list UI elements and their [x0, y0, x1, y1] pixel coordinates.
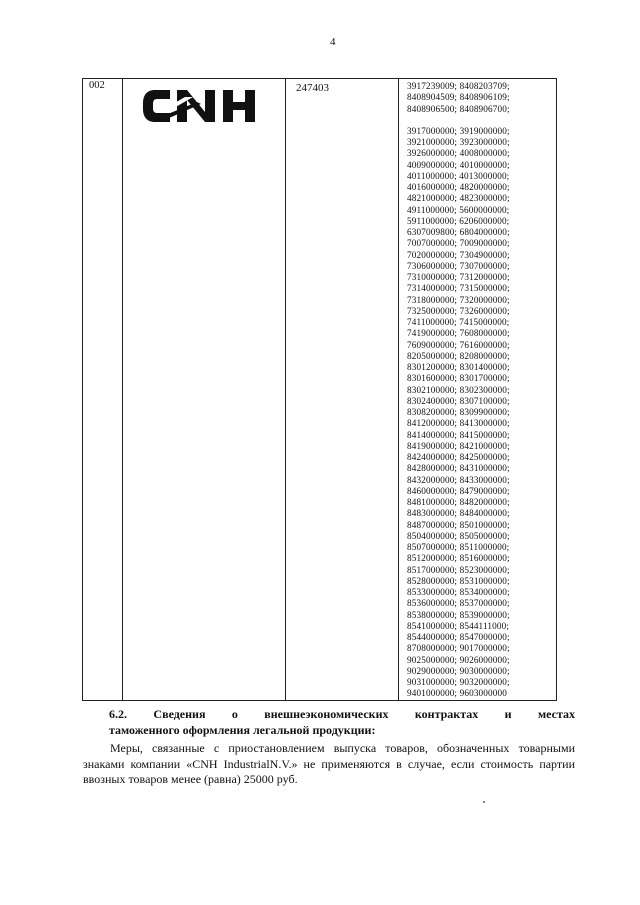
- code-line: 8512000000; 8516000000;: [407, 553, 510, 564]
- code-line: 8538000000; 8539000000;: [407, 609, 510, 620]
- code-line: 7007000000; 7009000000;: [407, 238, 510, 249]
- customs-codes-cell: [399, 79, 557, 701]
- code-line: 4011000000; 4013000000;: [407, 170, 510, 181]
- row-number: 002: [89, 80, 105, 91]
- code-line: 8507000000; 8511000000;: [407, 542, 510, 552]
- section-title: 6.2. Сведения о внешнеэкономических контрактах и местах: [109, 707, 575, 721]
- code-line: 7306000000; 7307000000;: [407, 260, 510, 271]
- code-line: 7310000000; 7312000000;: [407, 272, 510, 282]
- code-line: 8708000000; 9017000000;: [407, 643, 510, 654]
- code-line: 8544000000; 8547000000;: [407, 632, 510, 642]
- registration-cell: [286, 79, 399, 701]
- code-line: 8481000000; 8482000000;: [407, 497, 510, 507]
- code-line: 7609000000; 7616000000;: [407, 339, 510, 350]
- code-line: 8419000000; 8421000000;: [407, 440, 510, 451]
- code-line: 4911000000; 5600000000;: [407, 204, 510, 215]
- table-row: [83, 79, 557, 701]
- code-line: 6307009800; 6804000000;: [407, 227, 510, 237]
- code-line: 7318000000; 7320000000;: [407, 294, 510, 305]
- code-line: 7411000000; 7415000000;: [407, 317, 510, 327]
- scan-speck: [483, 801, 485, 803]
- code-line: 8487000000; 8501000000;: [407, 519, 510, 530]
- measures-paragraph: Меры, связанные с приостановлением выпуска товаров, обозначенных товарными знаками компании «CNH IndustrialN.V.» не применяются в случае, если стоимость партии ввозных товаров менее (равна) 25000 руб.: [83, 741, 575, 786]
- code-line: 8536000000; 8537000000;: [407, 598, 510, 609]
- code-line: 8428000000; 8431000000;: [407, 463, 510, 474]
- code-line: 8541000000; 8544111000;: [407, 620, 510, 631]
- code-line: 8302400000; 8307100000;: [407, 395, 510, 406]
- code-line: 3917239009; 8408203709;: [407, 81, 510, 91]
- code-line: 3917000000; 3919000000;: [407, 125, 510, 136]
- code-line: 8301200000; 8301400000;: [407, 362, 510, 372]
- trademark-cell: [123, 79, 286, 701]
- cnh-logo: [141, 88, 257, 124]
- code-line: 3926000000; 4008000000;: [407, 148, 510, 159]
- code-line: 4016000000; 4820000000;: [407, 182, 510, 192]
- code-line: 9031000000; 9032000000;: [407, 677, 510, 687]
- code-line: 4821000000; 4823000000;: [407, 193, 510, 204]
- code-line: 7314000000; 7315000000;: [407, 283, 510, 294]
- code-group-gap: [407, 115, 556, 126]
- code-line: 8533000000; 8534000000;: [407, 587, 510, 597]
- code-line: 5911000000; 6206000000;: [407, 215, 510, 226]
- code-line: 8408904509; 8408906109;: [407, 92, 510, 103]
- trademark-table: [82, 78, 557, 701]
- code-line: 8517000000; 8523000000;: [407, 564, 510, 575]
- code-line: 8412000000; 8413000000;: [407, 418, 510, 429]
- code-line: 8432000000; 8433000000;: [407, 474, 510, 485]
- code-line: 8424000000; 8425000000;: [407, 452, 510, 462]
- code-line: 9029000000; 9030000000;: [407, 665, 510, 676]
- code-line: 9025000000; 9026000000;: [407, 654, 510, 665]
- customs-codes-list: [399, 79, 556, 700]
- section-6-2: [109, 706, 575, 738]
- code-line: 8301600000; 8301700000;: [407, 373, 510, 384]
- code-line: 8483000000; 8484000000;: [407, 508, 510, 519]
- code-line: 3921000000; 3923000000;: [407, 137, 510, 147]
- registration-number: 247403: [296, 82, 329, 94]
- code-line: 8414000000; 8415000000;: [407, 429, 510, 440]
- code-line: 8302100000; 8302300000;: [407, 384, 510, 395]
- code-line: 8528000000; 8531000000;: [407, 575, 510, 586]
- code-line: 8504000000; 8505000000;: [407, 530, 510, 541]
- page-number: 4: [330, 36, 336, 48]
- section-title-continued: таможенного оформления легальной продукции:: [109, 723, 376, 737]
- row-number-cell: [83, 79, 123, 701]
- code-line: 8205000000; 8208000000;: [407, 350, 510, 361]
- code-line: 8408906500; 8408906700;: [407, 103, 510, 114]
- code-line: 9401000000; 9603000000: [407, 688, 508, 699]
- code-line: 8460000000; 8479000000;: [407, 485, 510, 496]
- code-line: 4009000000; 4010000000;: [407, 159, 510, 170]
- code-line: 8308200000; 8309900000;: [407, 407, 510, 417]
- code-line: 7419000000; 7608000000;: [407, 328, 510, 339]
- code-line: 7325000000; 7326000000;: [407, 305, 510, 316]
- code-line: 7020000000; 7304900000;: [407, 249, 510, 260]
